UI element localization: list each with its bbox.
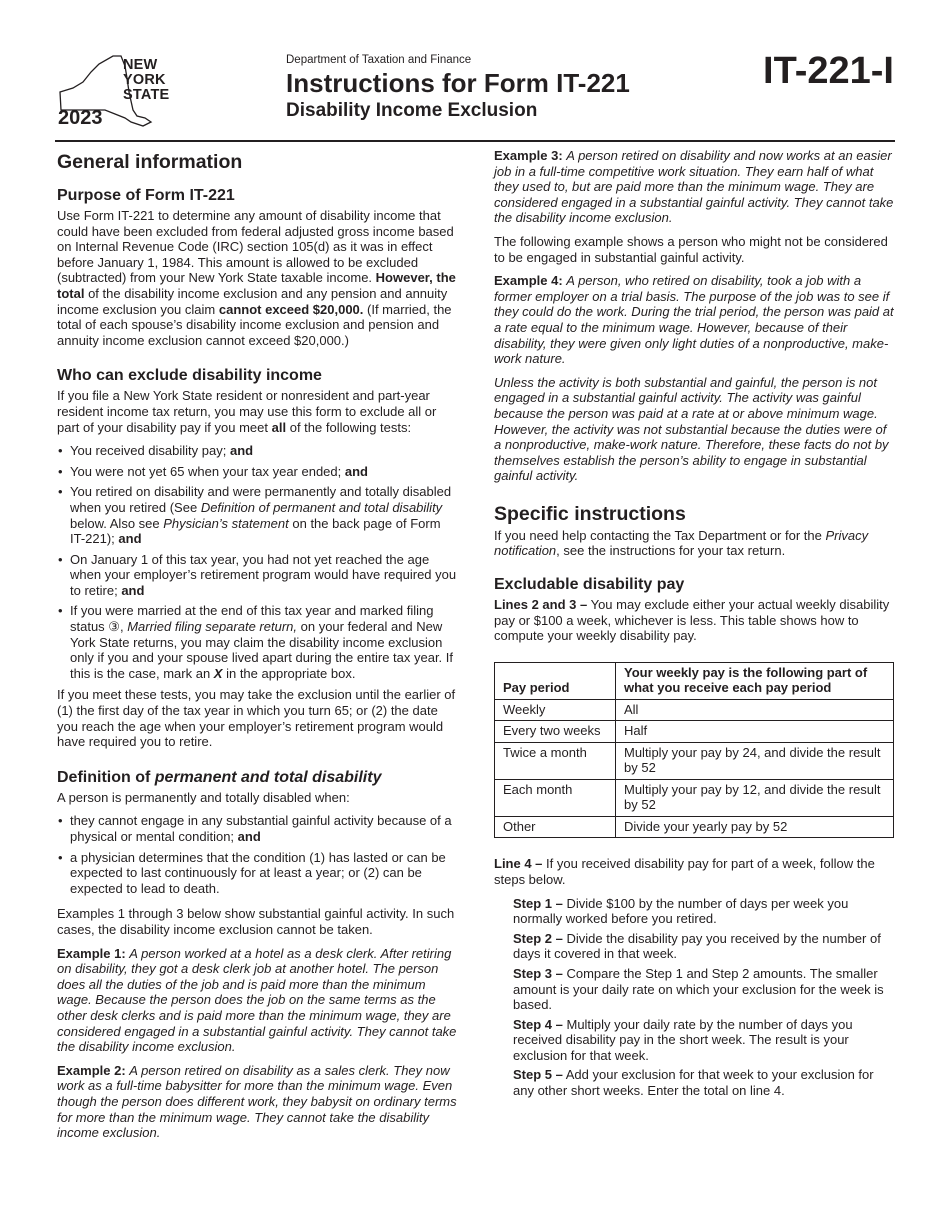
list-item: • You were not yet 65 when your tax year ended; and <box>57 464 457 480</box>
tax-year: 2023 <box>58 107 103 129</box>
department-name: Department of Taxation and Finance <box>286 54 472 66</box>
weekly-pay-cell: Divide your yearly pay by 52 <box>616 816 894 838</box>
table-row <box>495 816 894 838</box>
definition-heading: Definition of permanent and total disability <box>57 768 382 786</box>
specific-instructions-heading: Specific instructions <box>494 502 686 525</box>
weekly-pay-cell: Half <box>616 721 894 743</box>
purpose-paragraph <box>57 208 457 348</box>
logo-word-state: STATE <box>123 87 170 103</box>
list-item: • they cannot engage in any substantial gainful activity because of a physical or mental condition; and <box>57 813 457 844</box>
definition-intro: A person is permanently and totally disabled when: <box>57 789 350 805</box>
page-subtitle: Disability Income Exclusion <box>286 100 538 121</box>
page-title: Instructions for Form IT-221 <box>286 68 630 98</box>
list-item: • You retired on disability and were permanently and totally disabled when you retired (See Definition of permanent and total disability below. Also see Physician’s statement on the back page of Form IT-221); and <box>57 484 457 546</box>
step-item: Step 1 – Divide $100 by the number of days per week you normally worked before you retired. <box>513 895 849 927</box>
example-3: Example 3: A person retired on disability and now works at an easier job in a full-time competitive work situation. They earn half of what they used to, but are paid more than the minimum wage. They are considered engaged in a substantial gainful activity. They cannot take the disability income exclusion. <box>494 148 894 226</box>
purpose-bold-limit: cannot exceed $20,000. <box>218 301 364 317</box>
step-item: Step 2 – Divide the disability pay you received by the number of days it covered in that week. <box>513 930 881 962</box>
right-column <box>494 148 894 1103</box>
examples-intro: Examples 1 through 3 below show substantial gainful activity. In such cases, the disability income exclusion cannot be taken. <box>57 906 455 937</box>
table-row <box>495 721 894 743</box>
general-information-heading: General information <box>57 151 243 173</box>
pay-period-cell: Other <box>495 816 616 838</box>
step-item: Step 3 – Compare the Step 1 and Step 2 amounts. The smaller amount is your daily rate on which your exclusion for the week is based. <box>513 965 884 1013</box>
nys-logo <box>55 52 185 134</box>
form-id: IT-221-I <box>763 50 894 92</box>
list-item: • If you were married at the end of this tax year and marked filing status ③, Married filing separate return, on your federal and New York State returns, you may claim the disability income exclusion only if you and your spouse lived apart during the entire tax year. If this is the case, mark an X in the appropriate box. <box>57 603 457 681</box>
header-divider <box>55 140 895 142</box>
column-header-pay-period: Pay period <box>495 662 616 699</box>
purpose-bold-total: However, the total <box>57 270 456 301</box>
example-1: Example 1: A person worked at a hotel as a desk clerk. After retiring on disability, they got a desk clerk job at another hotel. The person does all the duties of the job and is paid more than the minimum wage. Because the person does the job on the same terms as the other desk clerks and is paid more than the minimum wage, they are considered engaged in a substantial gainful activity. They cannot take the disability income exclusion. <box>57 945 457 1055</box>
logo-word-new: NEW <box>123 57 158 73</box>
table-row <box>495 699 894 721</box>
purpose-text-2: of the disability income exclusion and any pension and annuity income exclusion you claim <box>57 285 448 317</box>
logo-word-york: YORK <box>123 72 166 88</box>
table-row <box>495 742 894 779</box>
following-example-text: The following example shows a person who might not be considered to be engaged in substantial gainful activity. <box>494 233 888 265</box>
purpose-heading: Purpose of Form IT-221 <box>57 187 235 204</box>
purpose-text-3: (If married, the total of each spouse’s disability income exclusion and pension and annuity income exclusion cannot exceed $20,000.) <box>57 301 452 348</box>
who-intro-text: If you file a New York State resident or nonresident and part-year resident income tax return, you may use this form to exclude all or part of your disability pay if you meet <box>57 388 437 435</box>
definition-list <box>57 813 457 896</box>
table-row <box>495 779 894 816</box>
who-can-exclude-heading: Who can exclude disability income <box>57 367 322 385</box>
weekly-pay-cell: Multiply your pay by 12, and divide the result by 52 <box>616 779 894 816</box>
step-item: Step 4 – Multiply your daily rate by the number of days you received disability pay in the short week. The result is your exclusion for that week. <box>513 1016 853 1063</box>
help-paragraph: If you need help contacting the Tax Department or for the Privacy notification, see the instructions for your tax return. <box>494 527 869 559</box>
list-item: • a physician determines that the condition (1) has lasted or can be expected to last continuously for at least a year; or (2) can be expected to lead to death. <box>57 850 457 897</box>
excludable-pay-heading: Excludable disability pay <box>494 576 685 594</box>
step-list <box>494 896 894 1099</box>
weekly-pay-table <box>494 662 894 839</box>
purpose-text: Use Form IT-221 to determine any amount of disability income that could have been excluded from federal adjusted gross income based on Internal Revenue Code (IRC) section 105(d) as it was in effect before January 1, 1984. This amount is allowed to be excluded (subtracted) from your New York State taxable income. <box>57 208 454 286</box>
pay-period-cell: Every two weeks <box>495 721 616 743</box>
line-4-paragraph: Line 4 – If you received disability pay for part of a week, follow the steps below. <box>494 856 875 887</box>
who-outro: If you meet these tests, you may take the exclusion until the earlier of (1) the first day of the tax year in which you turn 65; or (2) the date you reach the age when your employer’s retirement program would have required you to retire. <box>57 687 456 750</box>
lines-2-3-paragraph: Lines 2 and 3 – You may exclude either your actual weekly disability pay or $100 a week, whichever is less. This table shows how to compute your weekly disability pay. <box>494 597 890 644</box>
pay-period-cell: Twice a month <box>495 742 616 779</box>
test-list <box>57 443 457 681</box>
step-item: Step 5 – Add your exclusion for that week to your exclusion for any other short weeks. Enter the total on line 4. <box>513 1067 874 1099</box>
column-header-weekly-pay: Your weekly pay is the following part of what you receive each pay period <box>616 662 894 699</box>
who-intro-text-2: of the following tests: <box>289 419 412 435</box>
who-intro-bold: all <box>271 419 287 435</box>
unless-paragraph: Unless the activity is both substantial and gainful, the person is not engaged in a substantial gainful activity. The activity was gainful because the person was paid at a rate at or above minimum wage. However, the activity was not substantial because the duties were of a nonproductive, make-work nature. Therefore, these facts do not by themselves establish the person’s ability to engage in substantial gainful activity. <box>494 374 889 484</box>
weekly-pay-cell: Multiply your pay by 24, and divide the result by 52 <box>616 742 894 779</box>
pay-period-cell: Each month <box>495 779 616 816</box>
table-header-row <box>495 662 894 699</box>
example-4: Example 4: A person, who retired on disability, took a job with a former employer on a trial basis. The purpose of the job was to see if they could do the work. During the trial period, the person was paid at a rate equal to the minimum wage. However, because of their disability, they were given only light duties of a nonproductive, make-work nature. <box>494 273 894 367</box>
list-item: • You received disability pay; and <box>57 443 457 459</box>
pay-period-cell: Weekly <box>495 699 616 721</box>
weekly-pay-cell: All <box>616 699 894 721</box>
left-column <box>57 148 457 1149</box>
list-item: • On January 1 of this tax year, you had not yet reached the age when your employer’s retirement program would have required you to retire; and <box>57 552 457 599</box>
example-2: Example 2: A person retired on disability as a sales clerk. They now work as a full-time babysitter for more than the minimum wage. Even though the person does different work, they babysit on ordinary terms for more than the minimum wage. They cannot take the disability income exclusion. <box>57 1062 457 1141</box>
who-intro <box>57 388 457 435</box>
